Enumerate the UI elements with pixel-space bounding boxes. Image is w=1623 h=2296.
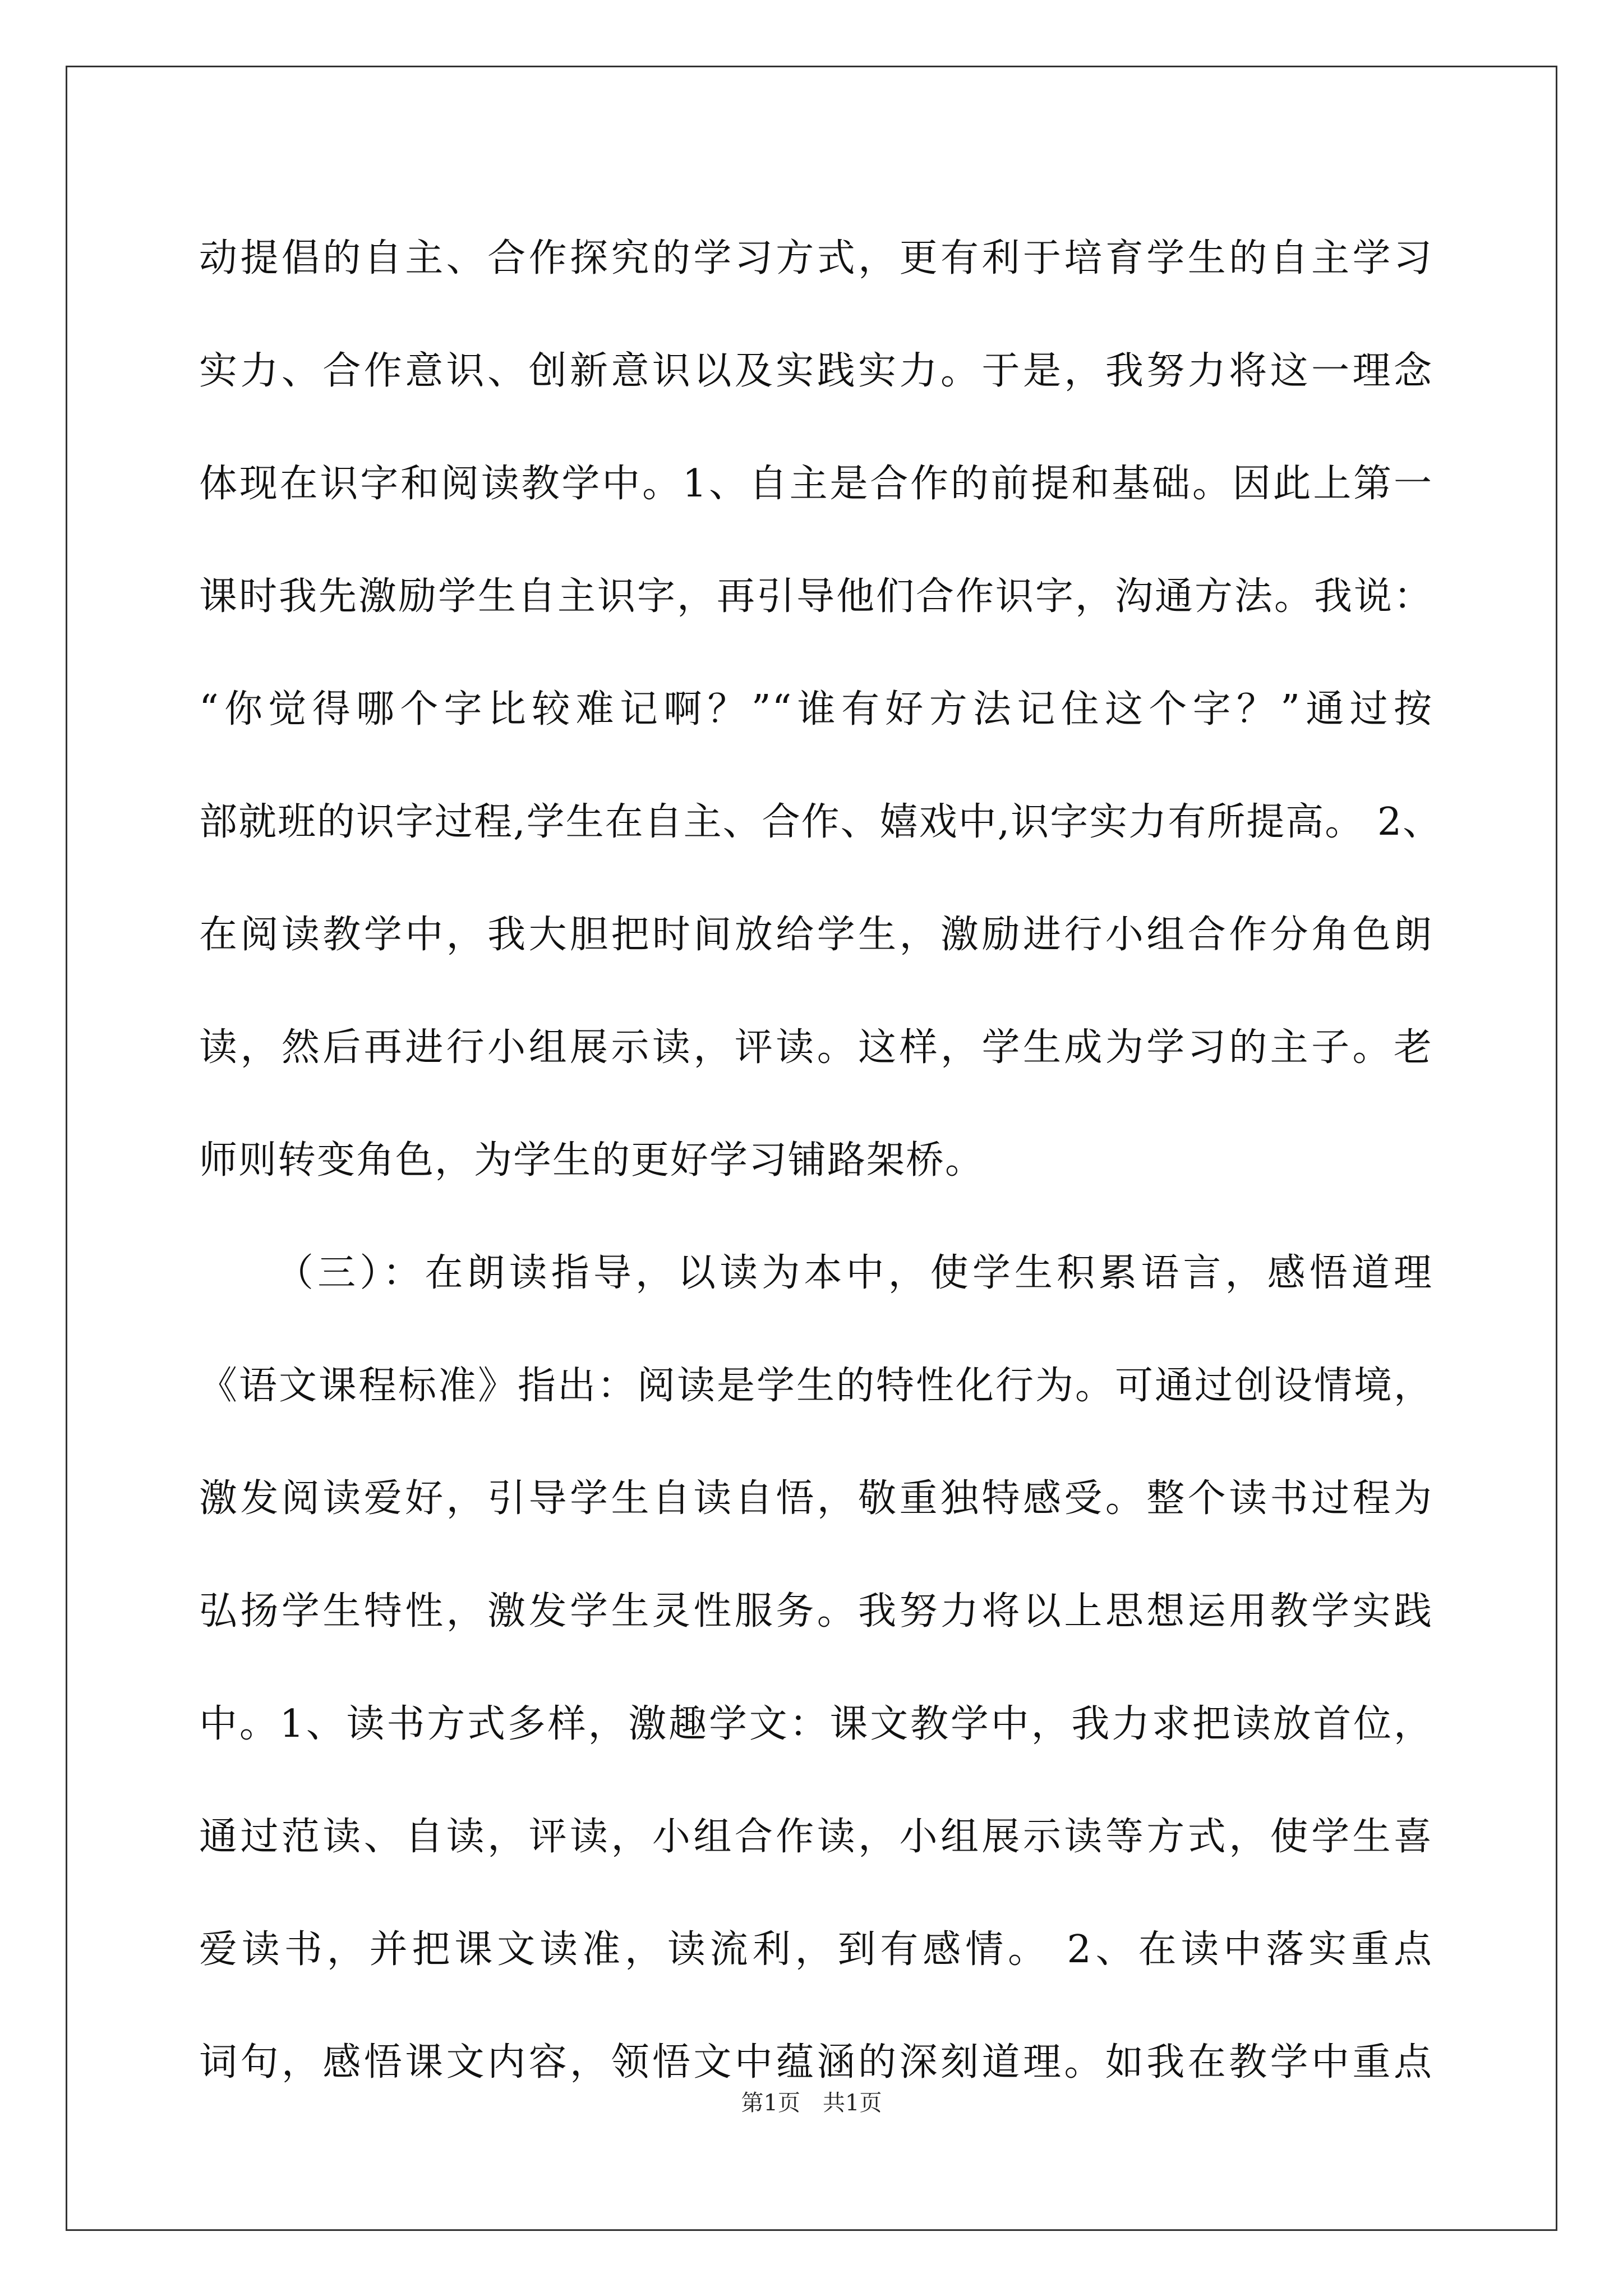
page-footer	[0, 2092, 1623, 2114]
body-line: 课时我先激励学生自主识字，再引导他们合作识字，沟通方法。我说：	[199, 574, 1433, 619]
body-line: 《语文课程标准》指出：阅读是学生的特性化行为。可通过创设情境，	[199, 1364, 1433, 1408]
body-line: 实力、合作意识、创新意识以及实践实力。于是，我努力将这一理念	[199, 349, 1433, 393]
body-line: 在阅读教学中，我大胆把时间放给学生，激励进行小组合作分角色朗	[199, 913, 1433, 957]
body-line: 词句，感悟课文内容，领悟文中蕴涵的深刻道理。如我在教学中重点	[199, 2040, 1433, 2085]
body-line: 中。1、读书方式多样，激趣学文：课文教学中，我力求把读放首位，	[199, 1702, 1433, 1746]
body-line: 动提倡的自主、合作探究的学习方式，更有利于培育学生的自主学习	[199, 236, 1433, 280]
page-total: 共1页	[823, 2090, 882, 2116]
body-line: 读，然后再进行小组展示读，评读。这样，学生成为学习的主子。老	[199, 1025, 1433, 1070]
body-line: 部就班的识字过程,学生在自主、合作、嬉戏中,识字实力有所提高。 2、	[199, 800, 1442, 844]
body-line: “你觉得哪个字比较难记啊？”“谁有好方法记住这个字？”通过按	[199, 687, 1433, 731]
section-heading: （三）：在朗读指导，以读为本中，使学生积累语言，感悟道理	[275, 1251, 1433, 1295]
body-line: 师则转变角色，为学生的更好学习铺路架桥。	[199, 1138, 985, 1182]
body-line: 弘扬学生特性，激发学生灵性服务。我努力将以上思想运用教学实践	[199, 1589, 1433, 1634]
document-body	[199, 202, 1442, 2119]
body-line: 通过范读、自读，评读，小组合作读，小组展示读等方式，使学生喜	[199, 1815, 1433, 1859]
body-line: 体现在识字和阅读教学中。1、自主是合作的前提和基础。因此上第一	[199, 462, 1433, 506]
body-line: 爱读书，并把课文读准，读流利，到有感情。 2、在读中落实重点	[199, 1927, 1433, 1972]
body-line: 激发阅读爱好，引导学生自读自悟，敬重独特感受。整个读书过程为	[199, 1476, 1433, 1521]
page-number: 第1页	[741, 2090, 800, 2116]
